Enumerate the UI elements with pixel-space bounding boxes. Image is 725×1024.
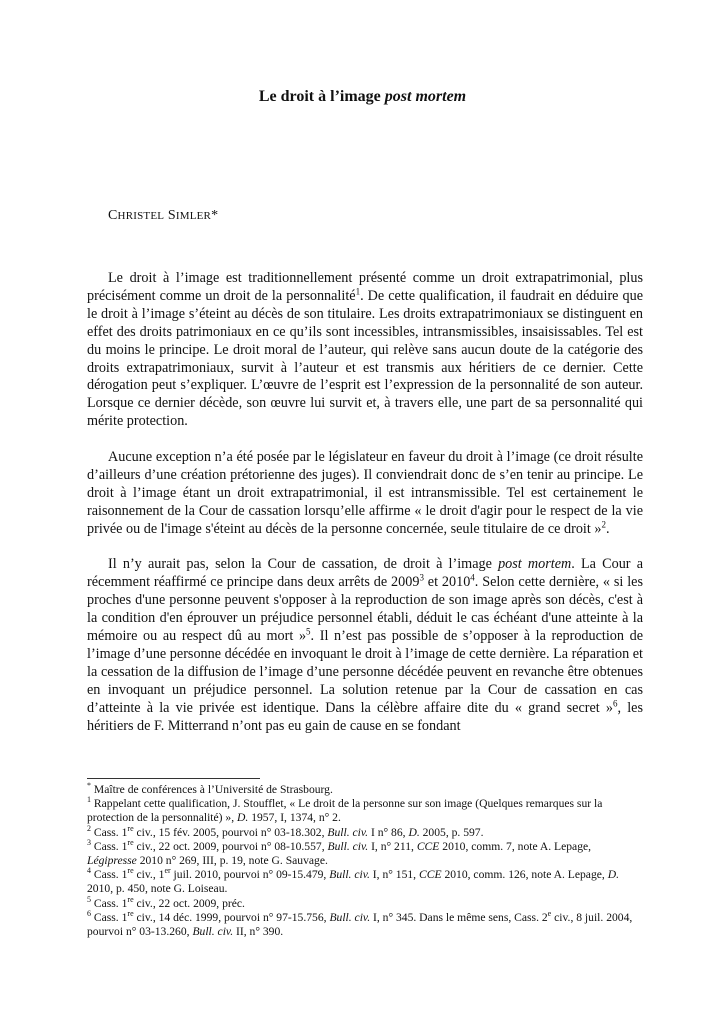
footnote-ref-4: 4: [470, 572, 475, 583]
author-name: CHRISTEL SIMLER*: [108, 208, 219, 223]
footnote-star: * Maître de conférences à l’Université de Strasbourg.: [87, 781, 333, 796]
article-body: [87, 270, 643, 753]
paragraph-2: Aucune exception n’a été posée par le législateur en faveur du droit à l’image (ce droit résulte d’ailleurs d’une création prétorienne des juges). Il conviendrait donc de s’en tenir au principe. Le droit à l’image étant un droit extrapatrimonial, il est intransmissible. Tel est certainement le raisonnement de la Cour de cassation lorsqu’elle affirme « le droit d'agir pour le respect de la vie privée ou de l'image s'éteint au décès de la personne concernée, seule titulaire de ce droit »$^2$.: [87, 449, 643, 537]
footnote-4: $^4$ Cass. 1re civ., 1er juil. 2010, pourvoi n° 09-15.479, Bull. civ. I, n° 151, CCE 2010, comm. 126, note A. Lepage, D. 2010, p. 450, note G. Loiseau.: [87, 866, 619, 896]
document-title: Le droit à l’image post mortem: [258, 88, 467, 105]
footnote-1: $^1$ Rappelant cette qualification, J. Stoufflet, « Le droit de la personne sur son image (Quelques remarques sur la protection de la personnalité) », D. 1957, I, 1374, n° 2.: [87, 795, 603, 825]
paragraph-1: Le droit à l’image est traditionnellement présenté comme un droit extrapatrimonial, plus précisément comme un droit de la personnalité$^1$. De cette qualification, il faudrait en déduire que le droit à l’image s’éteint au décès de son titulaire. Les droits extrapatrimoniaux se distinguent en effet des droits patrimoniaux en ce qu’ils sont incessibles, intransmissibles, insaisissables. Tel est du moins le principe. Le droit moral de l’auteur, qui relève sans aucun doute de la catégorie des droits extrapatrimoniaux, survit à l’auteur et est transmis aux héritiers de ce dernier. Cette dérogation peut s’expliquer. L’œuvre de l’esprit est l’expression de la personnalité de son auteur. Lorsque ce dernier décède, son œuvre lui survit et, à travers elle, une part de sa personnalité qui mérite protection.: [87, 270, 643, 430]
footnote-6: $^6$ Cass. 1re civ., 14 déc. 1999, pourvoi n° 97-15.756, Bull. civ. I, n° 345. Dans le même sens, Cass. 2e civ., 8 juil. 2004, pourvoi n° 03-13.260, Bull. civ. II, n° 390.: [87, 908, 633, 939]
footnote-2: $^2$ Cass. 1re civ., 15 fév. 2005, pourvoi n° 03-18.302, Bull. civ. I n° 86, D. 2005, p. 597.: [87, 823, 484, 839]
footnote-ref-5: 5: [306, 626, 311, 637]
paragraph-3: Il n’y aurait pas, selon la Cour de cassation, de droit à l’image post mortem. La Cour a récemment réaffirmé ce principe dans deux arrêts de 2009$^3$ et 2010$^4$. Selon cette dernière, « si les proches d'une personne peuvent s'opposer à la reproduction de son image après son décès, c'est à la condition d'en éprouver un préjudice personnel établi, déduit le cas échéant d'une atteinte à la mémoire ou au respect dû au mort »$^5$. Il n’est pas possible de s’opposer à la reproduction de l’image d’une personne décédée en invoquant le droit à l’image de cette dernière. La réparation et la cessation de la diffusion de l’image d’une personne décédée peuvent en revanche être obtenues en invoquant un préjudice personnel. La solution retenue par la Cour de cassation en cas d’atteinte à la vie privée est identique. Dans la célèbre affaire dite du « grand secret »$^6$, les héritiers de F. Mitterrand n’ont pas eu gain de cause en se fondant: [87, 556, 644, 734]
footnote-separator: [87, 778, 260, 779]
footnote-3: $^3$ Cass. 1re civ., 22 oct. 2009, pourvoi n° 08-10.557, Bull. civ. I, n° 211, CCE 2010, comm. 7, note A. Lepage, Légipresse 2010 n° 269, III, p. 19, note G. Sauvage.: [87, 837, 592, 868]
footnote-ref-6: 6: [613, 697, 618, 708]
footnote-ref-3: 3: [419, 572, 424, 583]
footnotes: [87, 783, 643, 939]
footnote-5: $^5$ Cass. 1re civ., 22 oct. 2009, préc.: [87, 894, 245, 910]
footnote-ref-2: 2: [601, 518, 606, 529]
footnote-ref-1: 1: [355, 286, 361, 297]
